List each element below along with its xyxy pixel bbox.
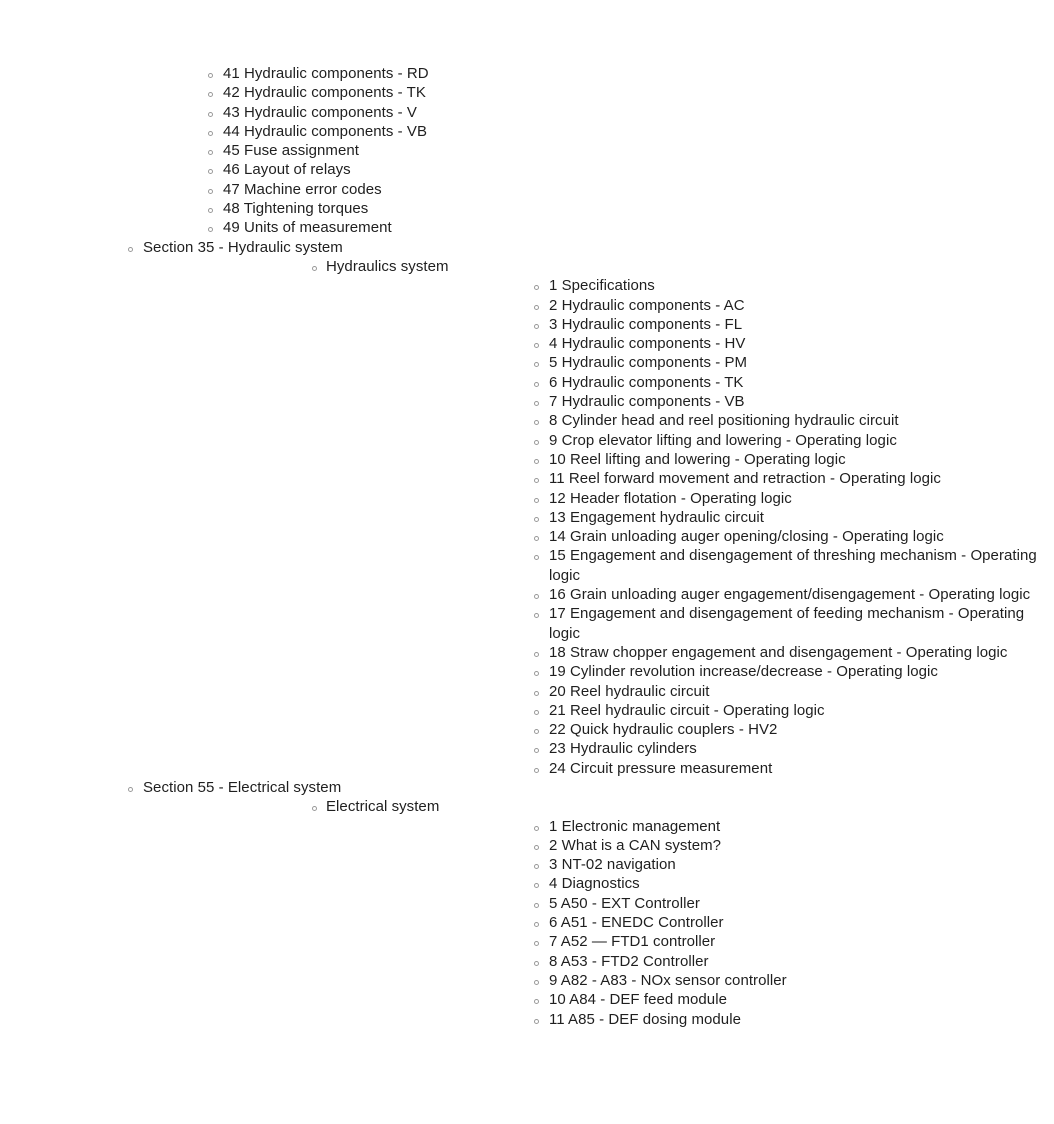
toc-link[interactable] bbox=[326, 662, 1054, 681]
toc-link[interactable] bbox=[0, 103, 728, 122]
toc-link-label[interactable]: 6 A51 - ENEDC Controller bbox=[549, 914, 724, 932]
toc-link[interactable] bbox=[326, 431, 1054, 450]
toc-link[interactable] bbox=[326, 296, 1054, 315]
toc-link[interactable] bbox=[0, 83, 728, 102]
toc-link-label[interactable]: 46 Layout of relays bbox=[223, 161, 351, 179]
toc-link[interactable] bbox=[326, 411, 1054, 430]
toc-link[interactable] bbox=[0, 122, 728, 141]
toc-link[interactable] bbox=[326, 353, 1054, 372]
toc-link-label[interactable]: 17 Engagement and disengagement of feeding mechanism - Operating logic bbox=[549, 605, 1025, 642]
toc-link[interactable] bbox=[326, 894, 1054, 913]
toc-link-label[interactable]: 12 Header flotation - Operating logic bbox=[549, 489, 792, 507]
toc-link-label[interactable]: 5 Hydraulic components - PM bbox=[549, 354, 748, 372]
toc-link-label[interactable]: 4 Hydraulic components - HV bbox=[549, 335, 746, 353]
toc-link[interactable] bbox=[326, 952, 1054, 971]
subsection-heading[interactable] bbox=[143, 797, 794, 1029]
toc-link-label[interactable]: 2 Hydraulic components - AC bbox=[549, 296, 745, 314]
toc-link-label[interactable]: 4 Diagnostics bbox=[549, 875, 640, 893]
toc-link[interactable] bbox=[326, 932, 1054, 951]
toc-link-label[interactable]: 7 A52 — FTD1 controller bbox=[549, 933, 716, 951]
toc-link-label[interactable]: 8 A53 - FTD2 Controller bbox=[549, 952, 709, 970]
toc-link-label[interactable]: 21 Reel hydraulic circuit - Operating logic bbox=[549, 701, 825, 719]
toc-link-label[interactable]: 1 Specifications bbox=[549, 277, 655, 295]
toc-link-label[interactable]: 48 Tightening torques bbox=[223, 200, 369, 218]
toc-link-label[interactable]: 3 NT-02 navigation bbox=[549, 856, 676, 874]
table-of-contents bbox=[0, 64, 1037, 1029]
chapter-list bbox=[326, 817, 794, 1029]
toc-link[interactable] bbox=[326, 276, 1054, 295]
toc-link[interactable] bbox=[326, 604, 1054, 643]
toc-link-label[interactable]: 11 Reel forward movement and retraction - Operating logic bbox=[549, 470, 941, 488]
toc-link[interactable] bbox=[326, 682, 1054, 701]
toc-link[interactable] bbox=[326, 334, 1054, 353]
toc-link[interactable] bbox=[326, 971, 1054, 990]
toc-link-label[interactable]: 2 What is a CAN system? bbox=[549, 836, 722, 854]
toc-link[interactable] bbox=[0, 64, 728, 83]
section-heading[interactable] bbox=[0, 238, 1037, 778]
chapter-list bbox=[326, 276, 1037, 778]
toc-link[interactable] bbox=[326, 836, 1054, 855]
toc-link[interactable] bbox=[326, 990, 1054, 1009]
toc-link-label[interactable]: 14 Grain unloading auger opening/closing - Operating logic bbox=[549, 528, 944, 546]
toc-link-label[interactable]: 6 Hydraulic components - TK bbox=[549, 373, 744, 391]
toc-link[interactable] bbox=[0, 141, 728, 160]
toc-link-label[interactable]: 10 Reel lifting and lowering - Operating logic bbox=[549, 450, 846, 468]
continued-item-list bbox=[0, 64, 794, 238]
toc-link-label[interactable]: 7 Hydraulic components - VB bbox=[549, 393, 745, 411]
toc-link-label[interactable]: 11 A85 - DEF dosing module bbox=[549, 1010, 741, 1028]
toc-link[interactable] bbox=[326, 469, 1054, 488]
toc-link-label[interactable]: 8 Cylinder head and reel positioning hydraulic circuit bbox=[549, 412, 899, 430]
toc-link-label[interactable]: 22 Quick hydraulic couplers - HV2 bbox=[549, 721, 778, 739]
toc-link[interactable] bbox=[326, 546, 1054, 585]
toc-link-label[interactable]: 3 Hydraulic components - FL bbox=[549, 315, 743, 333]
toc-link[interactable] bbox=[326, 489, 1054, 508]
toc-link-label[interactable]: 18 Straw chopper engagement and disengagement - Operating logic bbox=[549, 643, 1008, 661]
toc-link[interactable] bbox=[326, 450, 1054, 469]
toc-link-label[interactable]: 43 Hydraulic components - V bbox=[223, 103, 417, 121]
toc-link[interactable] bbox=[326, 759, 1054, 778]
toc-link-label[interactable]: 42 Hydraulic components - TK bbox=[223, 84, 426, 102]
toc-link[interactable] bbox=[326, 392, 1054, 411]
toc-link[interactable] bbox=[326, 701, 1054, 720]
section-heading-label[interactable]: Section 35 - Hydraulic system bbox=[143, 238, 343, 256]
toc-link[interactable] bbox=[326, 817, 1054, 836]
toc-link-label[interactable]: 19 Cylinder revolution increase/decrease - Operating logic bbox=[549, 663, 938, 681]
section-heading-label[interactable]: Section 55 - Electrical system bbox=[143, 778, 342, 796]
toc-link[interactable] bbox=[326, 585, 1054, 604]
toc-link-label[interactable]: 20 Reel hydraulic circuit bbox=[549, 682, 710, 700]
toc-link[interactable] bbox=[326, 508, 1054, 527]
toc-link[interactable] bbox=[326, 1010, 1054, 1029]
subsection-heading-label[interactable]: Electrical system bbox=[326, 798, 440, 816]
subsection-heading[interactable] bbox=[143, 257, 1037, 778]
toc-link-label[interactable]: 23 Hydraulic cylinders bbox=[549, 740, 697, 758]
toc-link[interactable] bbox=[326, 720, 1054, 739]
subsection-heading-label[interactable]: Hydraulics system bbox=[326, 257, 449, 275]
subsection-list bbox=[143, 257, 1037, 778]
toc-link-label[interactable]: 1 Electronic management bbox=[549, 817, 721, 835]
toc-link-label[interactable]: 9 A82 - A83 - NOx sensor controller bbox=[549, 971, 787, 989]
toc-link-label[interactable]: 5 A50 - EXT Controller bbox=[549, 894, 700, 912]
toc-link[interactable] bbox=[326, 315, 1054, 334]
toc-link[interactable] bbox=[326, 373, 1054, 392]
toc-link[interactable] bbox=[326, 874, 1054, 893]
section-heading[interactable] bbox=[0, 778, 794, 1029]
toc-link-label[interactable]: 44 Hydraulic components - VB bbox=[223, 122, 427, 140]
toc-link[interactable] bbox=[326, 913, 1054, 932]
toc-link-label[interactable]: 16 Grain unloading auger engagement/disengagement - Operating logic bbox=[549, 586, 1031, 604]
subsection-list bbox=[143, 797, 794, 1029]
toc-link[interactable] bbox=[0, 160, 728, 179]
toc-link-label[interactable]: 47 Machine error codes bbox=[223, 180, 382, 198]
toc-link[interactable] bbox=[326, 527, 1054, 546]
toc-link[interactable] bbox=[326, 855, 1054, 874]
toc-link-label[interactable]: 9 Crop elevator lifting and lowering - Operating logic bbox=[549, 431, 897, 449]
toc-link-label[interactable]: 49 Units of measurement bbox=[223, 219, 392, 237]
toc-link-label[interactable]: 41 Hydraulic components - RD bbox=[223, 65, 429, 82]
toc-link[interactable] bbox=[0, 218, 728, 237]
section-list bbox=[0, 238, 1037, 1029]
toc-link-label[interactable]: 24 Circuit pressure measurement bbox=[549, 759, 773, 777]
toc-link[interactable] bbox=[0, 199, 728, 218]
toc-link-label[interactable]: 45 Fuse assignment bbox=[223, 142, 359, 160]
toc-link[interactable] bbox=[0, 180, 728, 199]
toc-link[interactable] bbox=[326, 643, 1054, 662]
toc-link-label[interactable]: 10 A84 - DEF feed module bbox=[549, 991, 727, 1009]
toc-link-label[interactable]: 15 Engagement and disengagement of threshing mechanism - Operating logic bbox=[549, 547, 1037, 584]
toc-link[interactable] bbox=[326, 739, 1054, 758]
toc-link-label[interactable]: 13 Engagement hydraulic circuit bbox=[549, 508, 764, 526]
